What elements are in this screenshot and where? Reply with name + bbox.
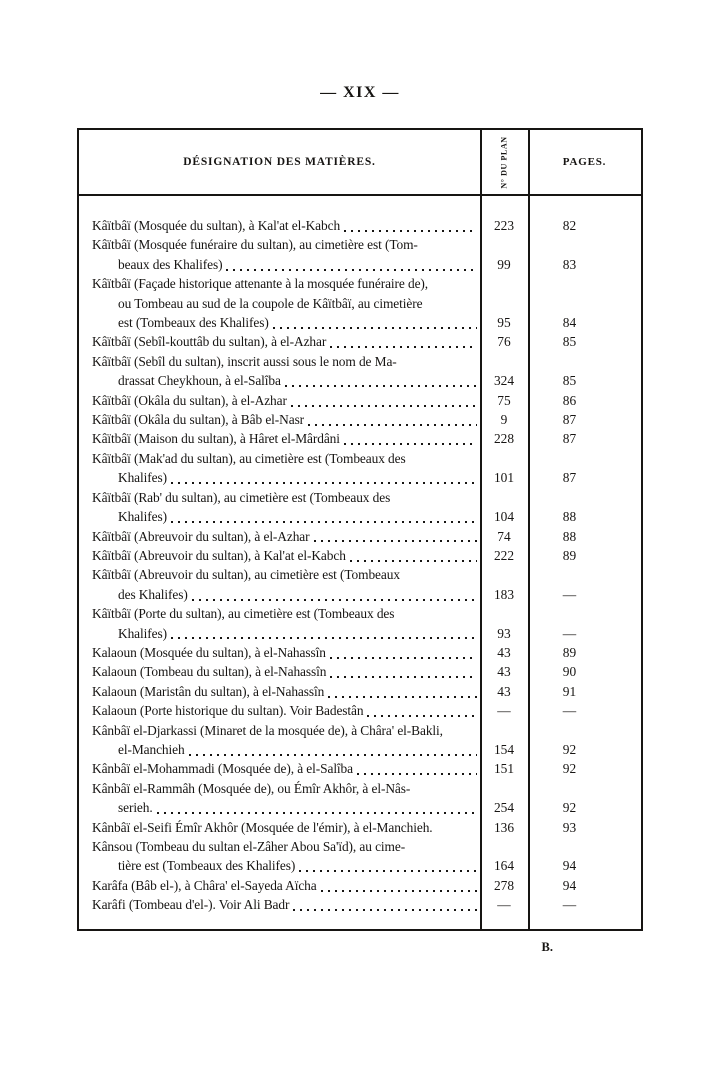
table-row xyxy=(79,235,641,274)
plan-number: 254 xyxy=(493,800,515,816)
dot-leader xyxy=(344,443,477,445)
page-number: 82 xyxy=(562,218,577,233)
table-row xyxy=(79,352,641,391)
entry-designation xyxy=(79,488,480,527)
entry-designation xyxy=(79,604,480,643)
entry-designation xyxy=(79,235,480,274)
table-row xyxy=(79,216,641,235)
entry-designation xyxy=(79,546,480,565)
entry-line xyxy=(92,662,480,681)
dot-leader xyxy=(321,890,477,892)
entry-text: Khalifes) xyxy=(118,470,167,486)
table-row xyxy=(79,876,641,895)
dot-leader xyxy=(328,696,477,698)
entry-line xyxy=(92,216,480,235)
entry-designation xyxy=(79,701,480,720)
dot-leader xyxy=(299,870,477,872)
entry-text: Karâfa (Bâb el-), à Châra' el-Sayeda Aïcha xyxy=(92,877,317,893)
entry-line: Kânbâï el-Rammâh (Mosquée de), ou Émîr Akhôr, à el-Nâs- xyxy=(92,780,411,796)
entry-text: Kâïtbâï (Mosquée du sultan), à Kal'at el-Kabch xyxy=(92,218,341,233)
entry-line xyxy=(92,371,480,390)
page-number-heading: — XIX — xyxy=(320,84,400,101)
page-number: 92 xyxy=(562,761,577,777)
plan-number: 136 xyxy=(493,819,515,835)
page-number: 87 xyxy=(562,412,577,428)
table-row xyxy=(79,488,641,527)
dot-leader xyxy=(171,482,477,484)
table-header-row xyxy=(79,130,641,196)
table-row xyxy=(79,527,641,546)
page-number: 84 xyxy=(562,315,577,331)
entry-designation xyxy=(79,410,480,429)
entry-text: Kâïtbâï (Abreuvoir du sultan), à el-Azhar xyxy=(92,528,310,544)
plan-number: 154 xyxy=(493,741,515,757)
dot-leader xyxy=(171,521,477,523)
page-number: — xyxy=(562,625,577,641)
page-number: 85 xyxy=(562,373,577,389)
plan-number: 43 xyxy=(497,644,511,660)
entry-line xyxy=(92,527,480,546)
entry-designation xyxy=(79,429,480,448)
plan-number: — xyxy=(497,897,511,913)
table-row xyxy=(79,449,641,488)
table-row xyxy=(79,779,641,818)
table-row xyxy=(79,837,641,876)
page-number: 89 xyxy=(562,547,577,563)
page-number: 87 xyxy=(562,431,577,447)
entry-designation xyxy=(79,643,480,662)
entry-designation xyxy=(79,759,480,778)
page-number: 88 xyxy=(562,528,577,544)
entry-line xyxy=(92,759,480,778)
signature-mark: B. xyxy=(541,939,553,954)
entry-text: Kalaoun (Porte historique du sultan). Voir Badestân xyxy=(92,703,364,719)
dot-leader xyxy=(285,385,477,387)
plan-number: 151 xyxy=(493,761,515,777)
entry-text: el-Manchieh xyxy=(118,741,185,757)
entry-designation xyxy=(79,818,480,837)
entry-designation xyxy=(79,565,480,604)
page-number: 92 xyxy=(562,741,577,757)
entry-line: Kânbâï el-Djarkassi (Minaret de la mosquée de), à Châra' el-Bakli, xyxy=(92,722,443,738)
entry-text: Kâïtbâï (Okâla du sultan), à el-Azhar xyxy=(92,392,287,408)
entry-designation xyxy=(79,779,480,818)
page-number: 91 xyxy=(562,683,577,699)
page-number: — xyxy=(562,703,577,719)
plan-number: 183 xyxy=(493,586,515,602)
dot-leader xyxy=(308,424,477,426)
entry-designation xyxy=(79,391,480,410)
table-row xyxy=(79,643,641,662)
entry-designation xyxy=(79,876,480,895)
plan-number: 99 xyxy=(497,256,511,272)
table-row xyxy=(79,332,641,351)
entry-line xyxy=(92,740,480,759)
page-number: 83 xyxy=(562,256,577,272)
entry-line: Kânbâï el-Seifi Émîr Akhôr (Mosquée de l'émir), à el-Manchieh. xyxy=(92,819,433,835)
dot-leader xyxy=(330,676,477,678)
entry-line xyxy=(92,624,480,643)
plan-number: 43 xyxy=(497,683,511,699)
table-row xyxy=(79,565,641,604)
table-row xyxy=(79,546,641,565)
dot-leader xyxy=(157,812,477,814)
column-rule xyxy=(528,130,530,929)
table-row xyxy=(79,274,641,332)
plan-number: 324 xyxy=(493,373,515,389)
table-row xyxy=(79,662,641,681)
entry-line xyxy=(92,332,480,351)
page-number: 89 xyxy=(562,644,577,660)
entry-text: tière est (Tombeaux des Khalifes) xyxy=(118,858,296,874)
dot-leader xyxy=(350,560,477,562)
entry-line xyxy=(92,313,480,332)
page-number: — xyxy=(562,897,577,913)
table-row xyxy=(79,818,641,837)
entry-text: Khalifes) xyxy=(118,625,167,641)
page-number: — xyxy=(562,586,577,602)
dot-leader xyxy=(189,754,477,756)
entry-designation xyxy=(79,332,480,351)
entry-line xyxy=(92,643,480,662)
plan-number: 95 xyxy=(497,315,511,331)
dot-leader xyxy=(314,540,477,542)
plan-number: 75 xyxy=(497,392,511,408)
column-header-plan xyxy=(480,130,528,194)
page-number: 90 xyxy=(562,664,577,680)
entry-text: drassat Cheykhoun, à el-Salîba xyxy=(118,373,281,389)
plan-number: 43 xyxy=(497,664,511,680)
plan-number: 278 xyxy=(493,877,515,893)
entry-line xyxy=(92,429,480,448)
entry-designation xyxy=(79,837,480,876)
page-number: 94 xyxy=(562,877,577,893)
dot-leader xyxy=(367,715,477,717)
entry-designation xyxy=(79,449,480,488)
dot-leader xyxy=(330,657,477,659)
page-number: 86 xyxy=(562,392,577,408)
dot-leader xyxy=(344,230,477,232)
table-row xyxy=(79,682,641,701)
entry-designation xyxy=(79,352,480,391)
dot-leader xyxy=(273,327,477,329)
entry-line: Kâïtbâï (Mak'ad du sultan), au cimetière est (Tombeaux des xyxy=(92,450,406,466)
table-row xyxy=(79,895,641,914)
entry-text: Kâïtbâï (Abreuvoir du sultan), à Kal'at el-Kabch xyxy=(92,547,346,563)
entry-line: Kâïtbâï (Sebîl du sultan), inscrit aussi sous le nom de Ma- xyxy=(92,353,397,369)
entry-text: Karâfi (Tombeau d'el-). Voir Ali Badr xyxy=(92,897,290,913)
table-body xyxy=(79,196,641,929)
entry-line xyxy=(92,546,480,565)
entry-line: Kâïtbâï (Mosquée funéraire du sultan), au cimetière est (Tom- xyxy=(92,237,418,253)
dot-leader xyxy=(291,405,477,407)
entry-line xyxy=(92,682,480,701)
entry-text: Khalifes) xyxy=(118,509,167,525)
dot-leader xyxy=(293,909,477,911)
entry-text: Kânbâï el-Mohammadi (Mosquée de), à el-Salîba xyxy=(92,761,353,777)
plan-number: 93 xyxy=(497,625,511,641)
entry-text: Kalaoun (Mosquée du sultan), à el-Nahassîn xyxy=(92,644,326,660)
entry-line xyxy=(92,798,480,817)
entry-line xyxy=(92,876,480,895)
entry-designation xyxy=(79,216,480,235)
plan-number: 223 xyxy=(493,218,515,233)
table-row xyxy=(79,721,641,760)
entry-text: Kalaoun (Maristân du sultan), à el-Nahassîn xyxy=(92,683,325,699)
entry-designation xyxy=(79,682,480,701)
entry-line xyxy=(92,895,480,914)
dot-leader xyxy=(357,773,477,775)
page-number: 92 xyxy=(562,800,577,816)
entry-designation xyxy=(79,274,480,332)
plan-number: 101 xyxy=(493,470,515,486)
plan-number: 76 xyxy=(497,334,511,350)
page-number: 85 xyxy=(562,334,577,350)
entry-line xyxy=(92,507,480,526)
column-header-pages: PAGES. xyxy=(562,156,607,168)
entry-text: Kâïtbâï (Okâla du sultan), à Bâb el-Nasr xyxy=(92,412,305,428)
entry-line: Kâïtbâï (Abreuvoir du sultan), au cimetière est (Tombeaux xyxy=(92,567,400,583)
table-row xyxy=(79,429,641,448)
entry-text: Kalaoun (Tombeau du sultan), à el-Nahassîn xyxy=(92,664,327,680)
dot-leader xyxy=(226,269,477,271)
page-number: 88 xyxy=(562,509,577,525)
entry-text: est (Tombeaux des Khalifes) xyxy=(118,315,269,331)
plan-number: 164 xyxy=(493,858,515,874)
entry-line xyxy=(92,585,480,604)
plan-number: 228 xyxy=(493,431,515,447)
entry-line: Kânsou (Tombeau du sultan el-Zâher Abou Sa'ïd), au cime- xyxy=(92,839,406,854)
entry-line: Kâïtbâï (Porte du sultan), au cimetière est (Tombeaux des xyxy=(92,606,395,622)
entry-line xyxy=(92,391,480,410)
table-row xyxy=(79,410,641,429)
entry-line: Kâïtbâï (Rab' du sultan), au cimetière est (Tombeaux des xyxy=(92,489,391,505)
column-rule xyxy=(480,130,482,929)
table-row xyxy=(79,604,641,643)
entry-line xyxy=(92,701,480,720)
dot-leader xyxy=(330,346,477,348)
entry-line: Kâïtbâï (Façade historique attenante à la mosquée funéraire de), xyxy=(92,276,429,292)
dot-leader xyxy=(192,599,477,601)
column-header-designation: DÉSIGNATION DES MATIÈRES. xyxy=(183,156,376,168)
entry-line xyxy=(92,255,480,274)
page-number: 87 xyxy=(562,470,577,486)
table-row xyxy=(79,701,641,720)
index-table xyxy=(77,128,643,931)
page-number: 94 xyxy=(562,858,577,874)
entry-line xyxy=(92,856,480,875)
entry-line: ou Tombeau au sud de la coupole de Kâïtbâï, au cimetière xyxy=(118,295,423,311)
plan-number: 104 xyxy=(493,509,515,525)
entry-designation xyxy=(79,527,480,546)
entry-designation xyxy=(79,721,480,760)
entry-text: Kâïtbâï (Maison du sultan), à Hâret el-Mârdâni xyxy=(92,431,340,447)
plan-number: 9 xyxy=(500,412,508,428)
plan-number: 74 xyxy=(497,528,511,544)
plan-number: 222 xyxy=(493,547,515,563)
entry-text: Kâïtbâï (Sebîl-kouttâb du sultan), à el-Azhar xyxy=(92,334,327,350)
table-row xyxy=(79,759,641,778)
table-row xyxy=(79,391,641,410)
entry-designation xyxy=(79,895,480,914)
entry-text: des Khalifes) xyxy=(118,586,188,602)
dot-leader xyxy=(171,637,477,639)
entry-text: serieh. xyxy=(118,800,153,816)
plan-number: — xyxy=(497,703,511,719)
entry-designation xyxy=(79,662,480,681)
page-number: 93 xyxy=(562,819,577,835)
entry-text: beaux des Khalifes) xyxy=(118,256,223,272)
entry-line xyxy=(92,410,480,429)
column-header-plan-label: N° DU PLAN xyxy=(499,135,509,189)
entry-line xyxy=(92,468,480,487)
